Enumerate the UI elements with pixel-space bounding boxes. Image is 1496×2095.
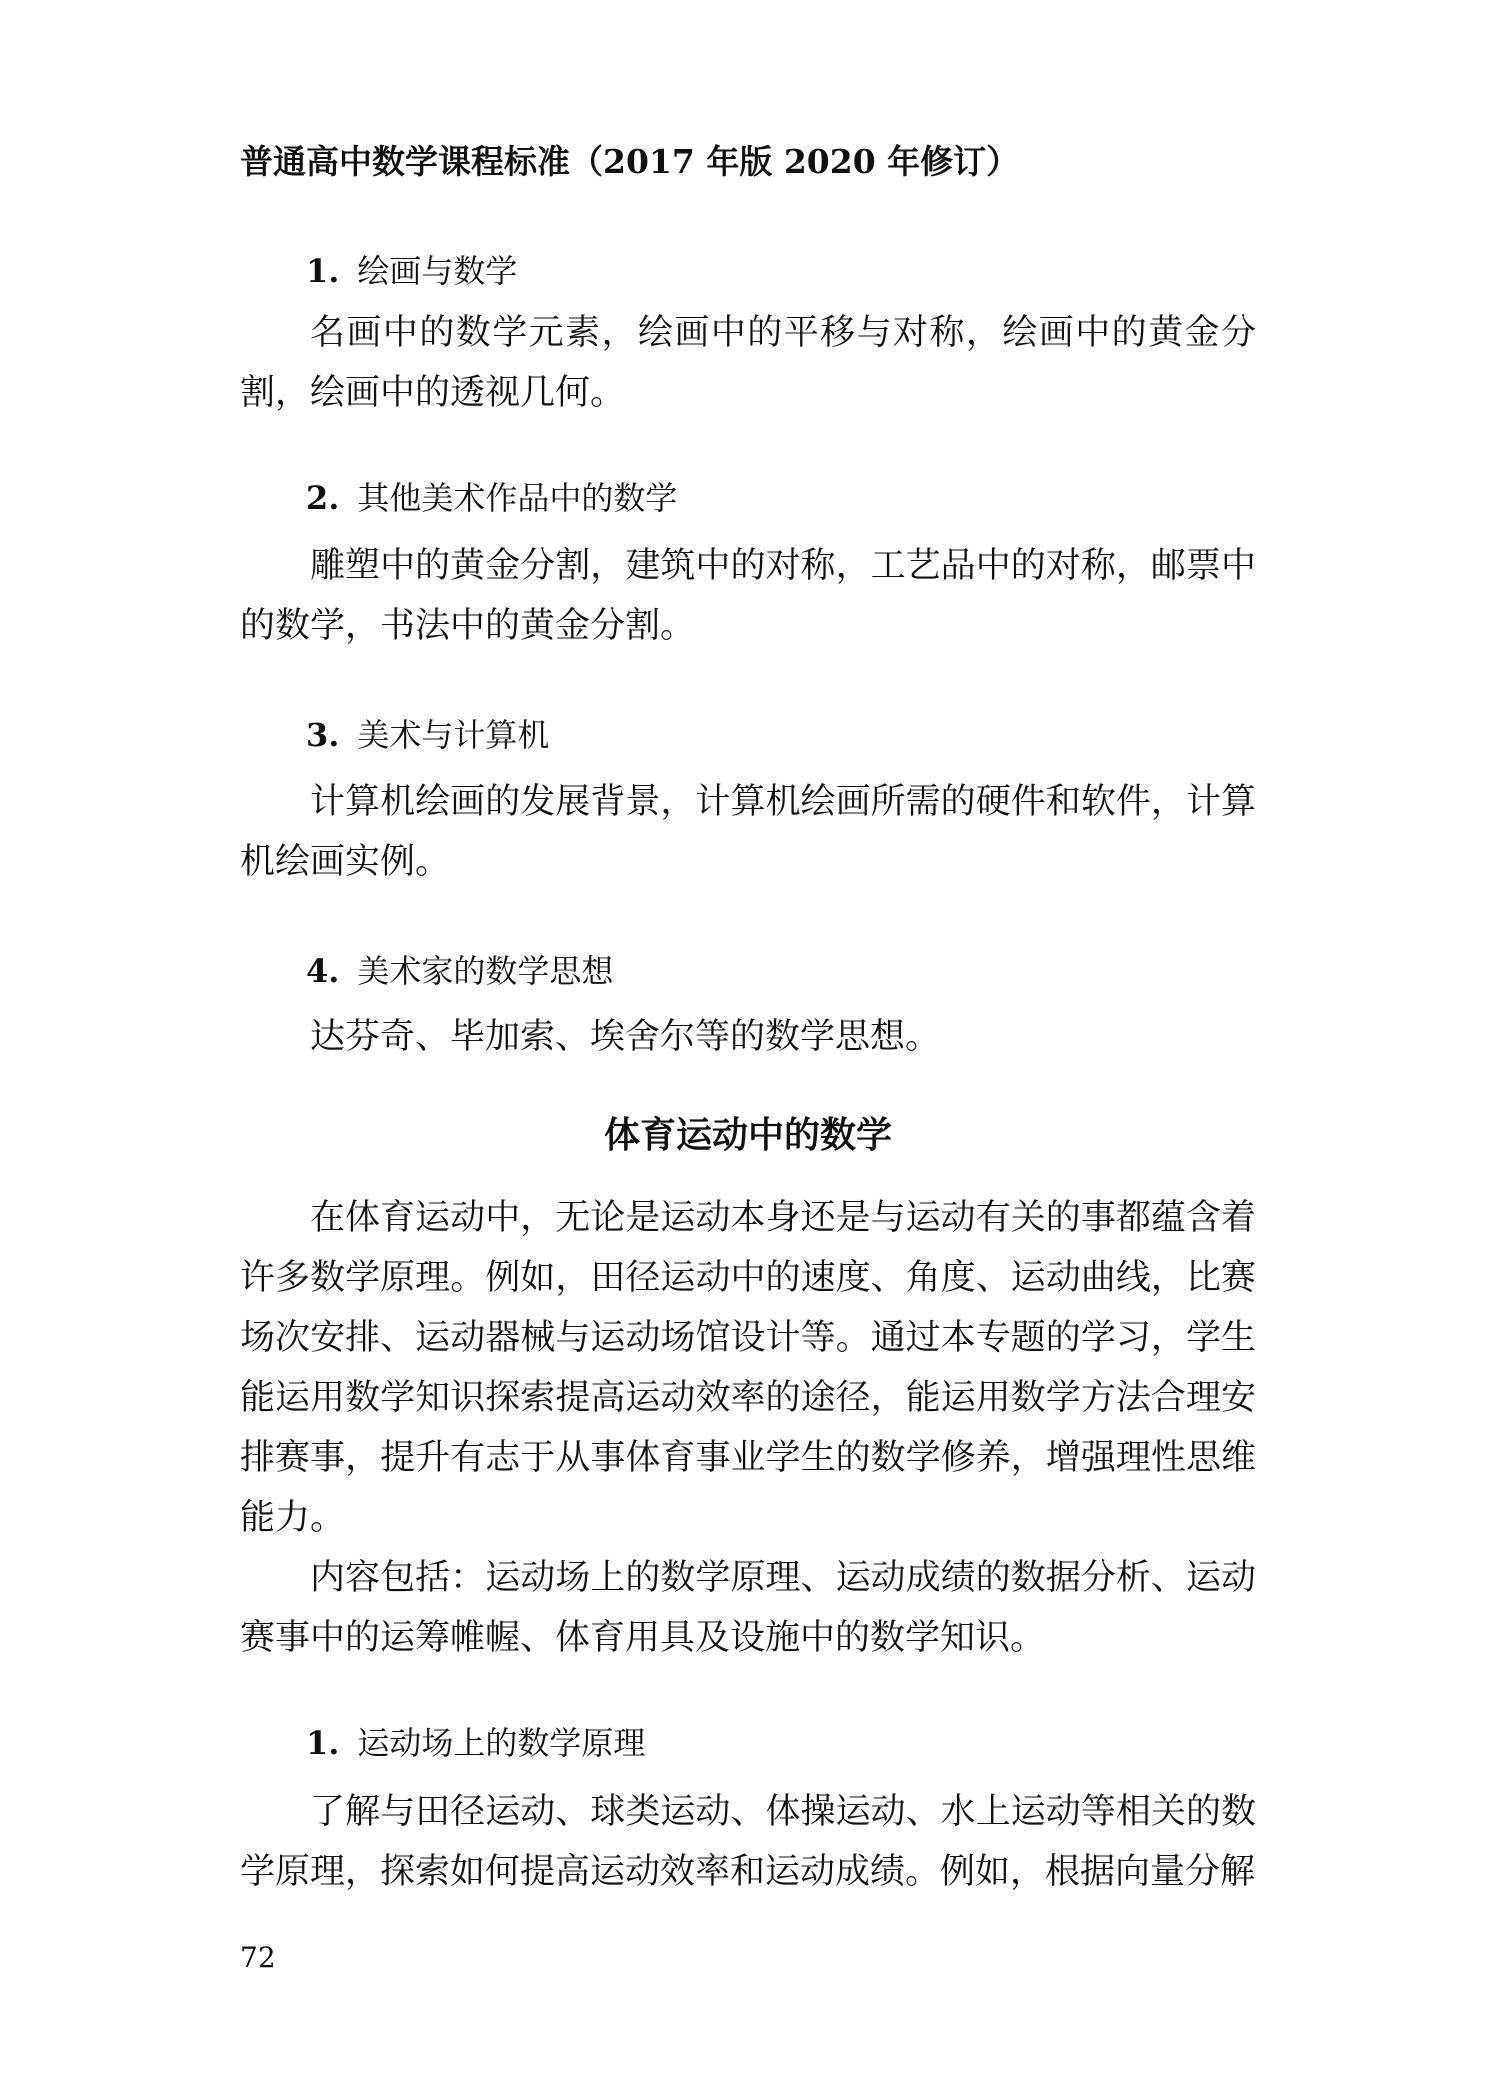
topic-number: 2. — [306, 479, 340, 517]
sports-intro-paragraph: 在体育运动中，无论是运动本身还是与运动有关的事都蕴含着许多数学原理。例如，田径运动中的速度、角度、运动曲线，比赛场次安排、运动器械与运动场馆设计等。通过本专题的学习，学生能运用数学知识探索提高运动效率的途径，能运用数学方法合理安排赛事，提升有志于从事体育事业学生的数学修养，增强理性思维能力。 — [240, 1198, 1256, 1538]
sports-content-paragraph: 内容包括：运动场上的数学原理、运动成绩的数据分析、运动赛事中的运筹帷幄、体育用具及设施中的数学知识。 — [240, 1558, 1256, 1658]
topic-body-art-computer: 计算机绘画的发展背景，计算机绘画所需的硬件和软件，计算机绘画实例。 — [240, 782, 1256, 882]
page-number: 72 — [240, 1941, 276, 1974]
topic-title: 美术与计算机 — [357, 716, 550, 754]
topic-heading-art-computer — [306, 712, 549, 758]
topic-body-painting-math: 名画中的数学元素，绘画中的平移与对称，绘画中的黄金分割，绘画中的透视几何。 — [240, 313, 1256, 413]
topic-title: 绘画与数学 — [357, 252, 518, 290]
topic-title: 运动场上的数学原理 — [357, 1724, 646, 1762]
topic-body-artist-thinking: 达芬奇、毕加索、埃舍尔等的数学思想。 — [310, 1017, 941, 1057]
running-header: 普通高中数学课程标准（2017 年版 2020 年修订） — [240, 142, 1020, 181]
topic-heading-sports-field-math — [306, 1720, 645, 1766]
topic-number: 3. — [306, 716, 340, 754]
topic-heading-painting-math — [306, 248, 517, 294]
topic-title: 其他美术作品中的数学 — [357, 479, 678, 517]
section-title-sports-math: 体育运动中的数学 — [603, 1115, 892, 1156]
topic-title: 美术家的数学思想 — [357, 952, 614, 990]
topic-number: 1. — [306, 252, 340, 290]
topic-number: 4. — [306, 952, 340, 990]
topic-body-sports-field-math: 了解与田径运动、球类运动、体操运动、水上运动等相关的数学原理，探索如何提高运动效率和运动成绩。例如，根据向量分解 — [240, 1792, 1256, 1892]
topic-heading-other-art — [306, 475, 677, 521]
topic-number: 1. — [306, 1724, 340, 1762]
topic-body-other-art: 雕塑中的黄金分割，建筑中的对称，工艺品中的对称，邮票中的数学，书法中的黄金分割。 — [240, 546, 1256, 646]
topic-heading-artist-thinking — [306, 948, 613, 994]
